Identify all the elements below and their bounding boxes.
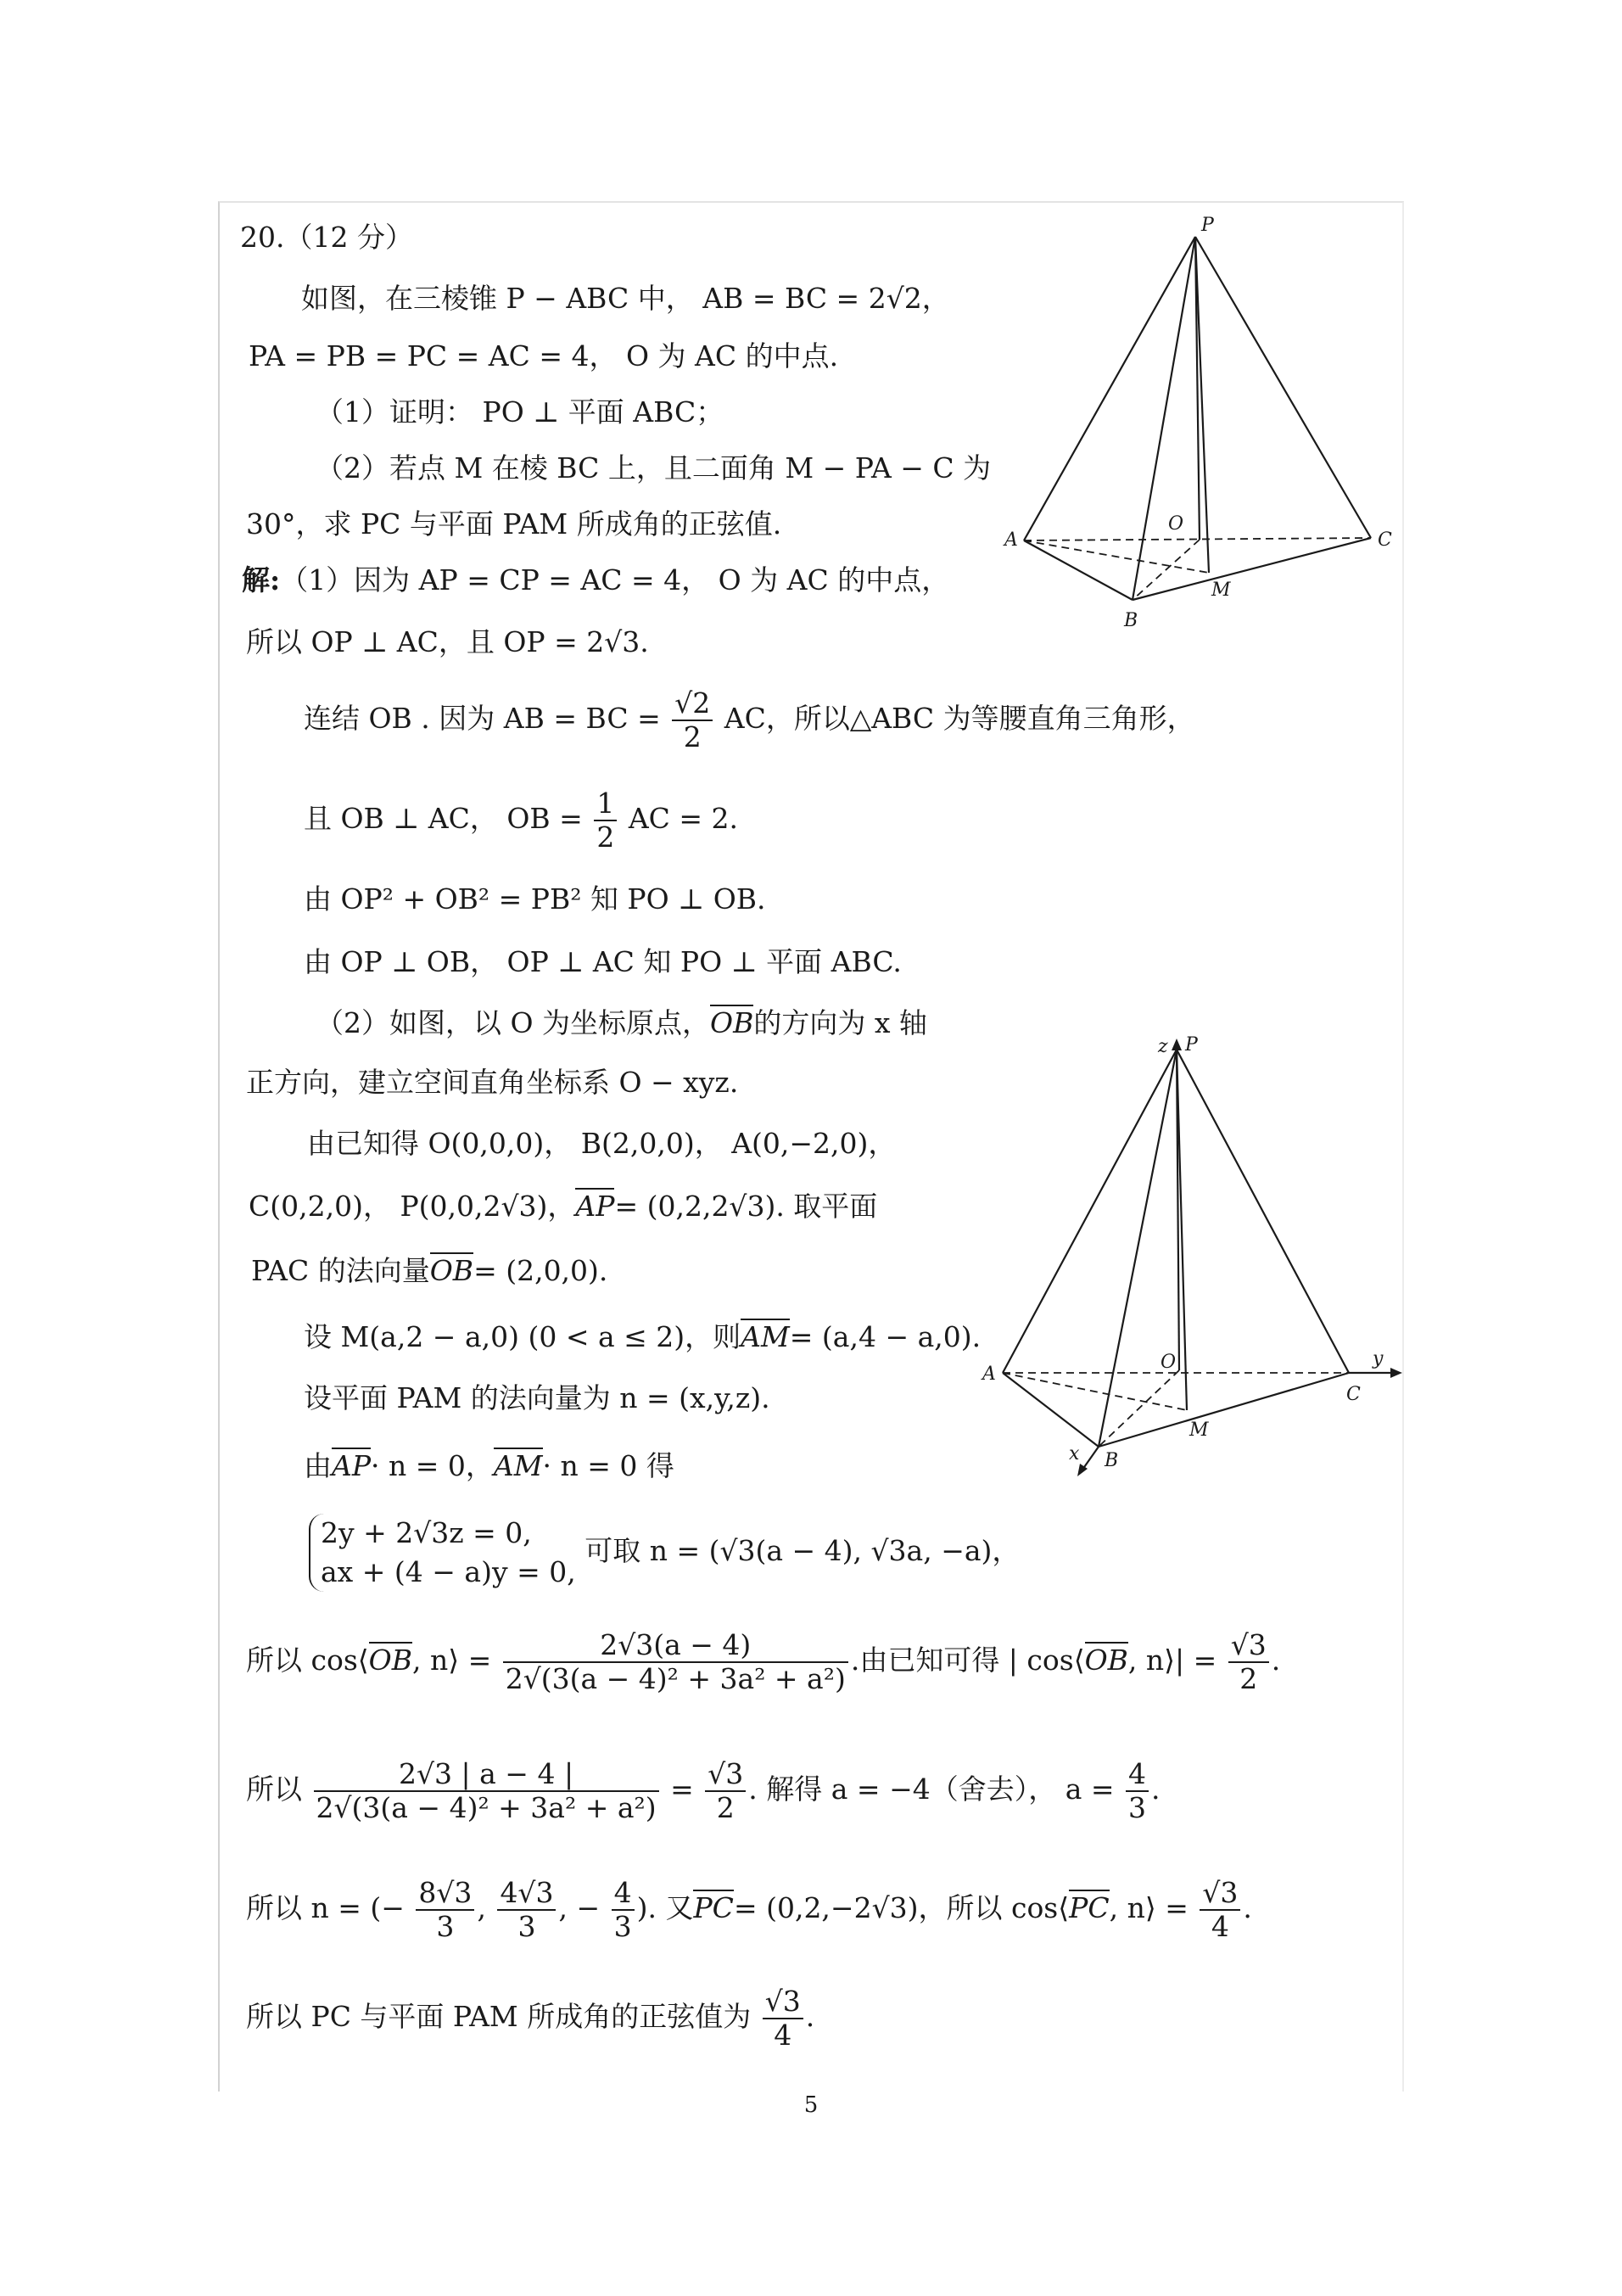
fraction-numerator: √3	[705, 1758, 746, 1792]
text-segment: , n⟩| =	[1127, 1643, 1217, 1677]
text-segment: , n⟩ =	[411, 1643, 492, 1677]
vector-pc: PC	[1069, 1890, 1110, 1924]
arrow-y	[1390, 1368, 1402, 1378]
fraction-numerator: √3	[1228, 1629, 1269, 1663]
segment-am-hidden	[1003, 1373, 1187, 1410]
fraction-denominator: 3	[517, 1909, 536, 1943]
text-segment: 连结 OB . 因为 AB = BC =	[304, 701, 661, 735]
text-segment: · n = 0 得	[542, 1449, 674, 1482]
problem-part-2-line-1: （2）若点 M 在棱 BC 上，且二面角 M − PA − C 为	[316, 451, 992, 484]
solution-line-14	[304, 1448, 674, 1485]
text-segment: .	[1271, 1643, 1281, 1677]
label-m: M	[1189, 1420, 1209, 1441]
solution-line-9: 由已知得 O(0,0,0)， B(2,0,0)， A(0,−2,0)，	[307, 1127, 897, 1160]
fraction-denominator: 4	[1211, 1909, 1229, 1943]
text-segment: =	[670, 1772, 694, 1806]
fraction-numerator: 8√3	[416, 1877, 474, 1911]
text-segment: 设 M(a,2 − a,0) (0 < a ≤ 2)，则	[304, 1320, 741, 1353]
fraction-numerator: 1	[594, 787, 617, 821]
fraction	[612, 1877, 635, 1943]
fraction-denominator: 2√(3(a − 4)² + 3a² + a²)	[505, 1661, 846, 1695]
pyramid-figure-2	[967, 1027, 1408, 1476]
fraction-numerator: 4√3	[497, 1877, 556, 1911]
solution-line-10	[249, 1188, 877, 1225]
edge-ab	[1003, 1373, 1099, 1447]
solution-line-19	[246, 1985, 814, 2052]
solution-line-11	[251, 1252, 607, 1290]
pyramid-figure-1	[984, 212, 1408, 636]
solution-line-16	[246, 1629, 1280, 1695]
problem-stem-line-2: PA = PB = PC = AC = 4， O 为 AC 的中点.	[249, 339, 839, 372]
solution-line-18	[246, 1877, 1252, 1943]
text-segment: = (0,2,−2√3)，所以 cos⟨	[733, 1890, 1070, 1924]
solution-line-5: 由 OP² + OB² = PB² 知 PO ⊥ OB.	[304, 882, 766, 916]
text-segment: AC，所以△ABC 为等腰直角三角形，	[724, 701, 1195, 735]
edge-ac-hidden	[1024, 538, 1371, 540]
label-a: A	[982, 1364, 996, 1385]
problem-part-1: （1）证明： PO ⊥ 平面 ABC；	[316, 395, 724, 428]
fraction	[503, 1629, 848, 1695]
fraction	[497, 1877, 556, 1943]
vector-ob: OB	[429, 1254, 474, 1287]
edge-pa	[1003, 1050, 1177, 1373]
label-b: B	[1124, 610, 1138, 631]
text-segment: = (0,2,2√3). 取平面	[614, 1190, 878, 1223]
label-a: A	[1004, 529, 1018, 551]
fraction-denominator: 2	[596, 820, 615, 854]
arrow-z	[1172, 1039, 1182, 1050]
fraction	[416, 1877, 474, 1943]
label-z: z	[1158, 1036, 1168, 1057]
vector-am: AM	[741, 1320, 790, 1353]
label-c: C	[1378, 529, 1392, 551]
fraction-numerator: 2√3(a − 4)	[503, 1629, 848, 1663]
fraction	[705, 1758, 746, 1824]
label-b: B	[1105, 1450, 1119, 1471]
text-segment: · n = 0，	[371, 1449, 494, 1482]
fraction-denominator: 2	[1239, 1661, 1258, 1695]
fraction	[1228, 1629, 1269, 1695]
solution-text: （1）因为 AP = CP = AC = 4， O 为 AC 的中点，	[280, 563, 950, 596]
text-segment: 所以	[246, 1772, 302, 1806]
solution-line-7	[316, 1005, 927, 1042]
fraction	[314, 1758, 659, 1824]
text-segment: 的方向为 x 轴	[753, 1006, 927, 1039]
text-segment: .	[805, 1999, 815, 2033]
label-x: x	[1069, 1443, 1080, 1464]
fraction-numerator: √3	[763, 1985, 803, 2019]
fraction	[763, 1985, 803, 2052]
fraction-numerator: 4	[1126, 1758, 1149, 1792]
edge-pb	[1099, 1050, 1177, 1447]
label-m: M	[1211, 580, 1231, 601]
vector-ob: OB	[710, 1006, 754, 1039]
edge-bc	[1133, 538, 1371, 600]
label-y: y	[1373, 1348, 1384, 1369]
problem-part-2-line-2: 30°，求 PC 与平面 PAM 所成角的正弦值.	[246, 507, 782, 540]
vector-am: AM	[493, 1449, 543, 1482]
fraction-denominator: 3	[1128, 1790, 1147, 1824]
text-segment: , n⟩ =	[1109, 1890, 1189, 1924]
text-segment: , −	[558, 1890, 601, 1924]
fraction	[1200, 1877, 1240, 1943]
text-segment: 且 OB ⊥ AC， OB =	[304, 801, 583, 835]
vector-ob: OB	[1084, 1643, 1128, 1677]
text-segment: 所以 PC 与平面 PAM 所成角的正弦值为	[246, 1999, 752, 2033]
vector-ap: AP	[575, 1190, 615, 1223]
text-segment: 所以 n = (−	[246, 1890, 405, 1924]
text-segment: .	[1151, 1772, 1161, 1806]
fraction-numerator: √2	[672, 687, 713, 721]
fraction-numerator: 2√3 | a − 4 |	[314, 1758, 659, 1792]
solution-line-12	[304, 1319, 981, 1356]
axis-x-ext	[1082, 1447, 1099, 1470]
equation-1: 2y + 2√3z = 0,	[321, 1516, 532, 1549]
text-segment: .	[1243, 1890, 1252, 1924]
text-segment: （2）如图，以 O 为坐标原点，	[316, 1006, 711, 1039]
fraction-denominator: 2	[683, 720, 702, 753]
solution-line-13: 设平面 PAM 的法向量为 n = (x,y,z).	[304, 1381, 770, 1414]
fraction-denominator: 2	[716, 1790, 735, 1824]
text-segment: AC = 2.	[628, 801, 739, 835]
problem-header	[240, 219, 413, 256]
label-o: O	[1168, 513, 1184, 535]
equation-system-line	[309, 1514, 1020, 1592]
vector-ob: OB	[368, 1643, 412, 1677]
solution-line-2: 所以 OP ⊥ AC，且 OP = 2√3.	[246, 625, 649, 658]
fraction-numerator: 4	[612, 1877, 635, 1911]
text-segment: ). 又	[636, 1890, 694, 1924]
fraction	[594, 787, 617, 854]
text-segment: PAC 的法向量	[251, 1254, 430, 1287]
text-segment: .由已知可得 | cos⟨	[850, 1643, 1085, 1677]
equation-system	[309, 1514, 576, 1592]
edge-bc	[1099, 1373, 1349, 1447]
edge-pc	[1177, 1050, 1349, 1373]
fraction-denominator: 2√(3(a − 4)² + 3a² + a²)	[316, 1790, 657, 1824]
solution-line-4	[304, 787, 738, 854]
problem-number: 20.	[240, 221, 285, 254]
fraction	[1126, 1758, 1149, 1824]
fraction-denominator: 3	[613, 1909, 632, 1943]
solution-label: 解:	[242, 563, 281, 596]
solution-line-6: 由 OP ⊥ OB， OP ⊥ AC 知 PO ⊥ 平面 ABC.	[304, 945, 902, 978]
solution-line-3	[304, 687, 1195, 753]
text-segment: 可取 n = (√3(a − 4), √3a, −a)，	[584, 1534, 1021, 1567]
problem-stem-line-1: 如图，在三棱锥 P − ABC 中， AB = BC = 2√2，	[301, 282, 950, 315]
label-p: P	[1201, 215, 1214, 236]
label-p: P	[1185, 1034, 1198, 1056]
text-segment: 由	[304, 1449, 332, 1482]
text-segment: C(0,2,0)， P(0,0,2√3)，	[249, 1190, 576, 1223]
text-segment: = (a,4 − a,0).	[789, 1320, 982, 1353]
label-c: C	[1346, 1384, 1361, 1405]
fraction	[672, 687, 713, 753]
edge-pc	[1195, 237, 1371, 538]
problem-points: （12 分）	[284, 221, 413, 254]
text-segment: ,	[477, 1890, 486, 1924]
text-segment: 所以 cos⟨	[246, 1643, 369, 1677]
fraction-denominator: 4	[774, 2018, 792, 2052]
vector-ap: AP	[332, 1449, 372, 1482]
text-segment: = (2,0,0).	[473, 1254, 608, 1287]
solution-line-17	[246, 1758, 1161, 1824]
fraction-numerator: √3	[1200, 1877, 1240, 1911]
fraction-denominator: 3	[436, 1909, 455, 1943]
page-number: 5	[803, 2092, 819, 2118]
text-segment: . 解得 a = −4（舍去）， a =	[748, 1772, 1115, 1806]
solution-line-1	[242, 562, 949, 599]
solution-line-8: 正方向，建立空间直角坐标系 O − xyz.	[246, 1066, 739, 1099]
vector-pc: PC	[693, 1890, 734, 1924]
equation-2: ax + (4 − a)y = 0,	[321, 1555, 576, 1588]
label-o: O	[1161, 1352, 1177, 1373]
